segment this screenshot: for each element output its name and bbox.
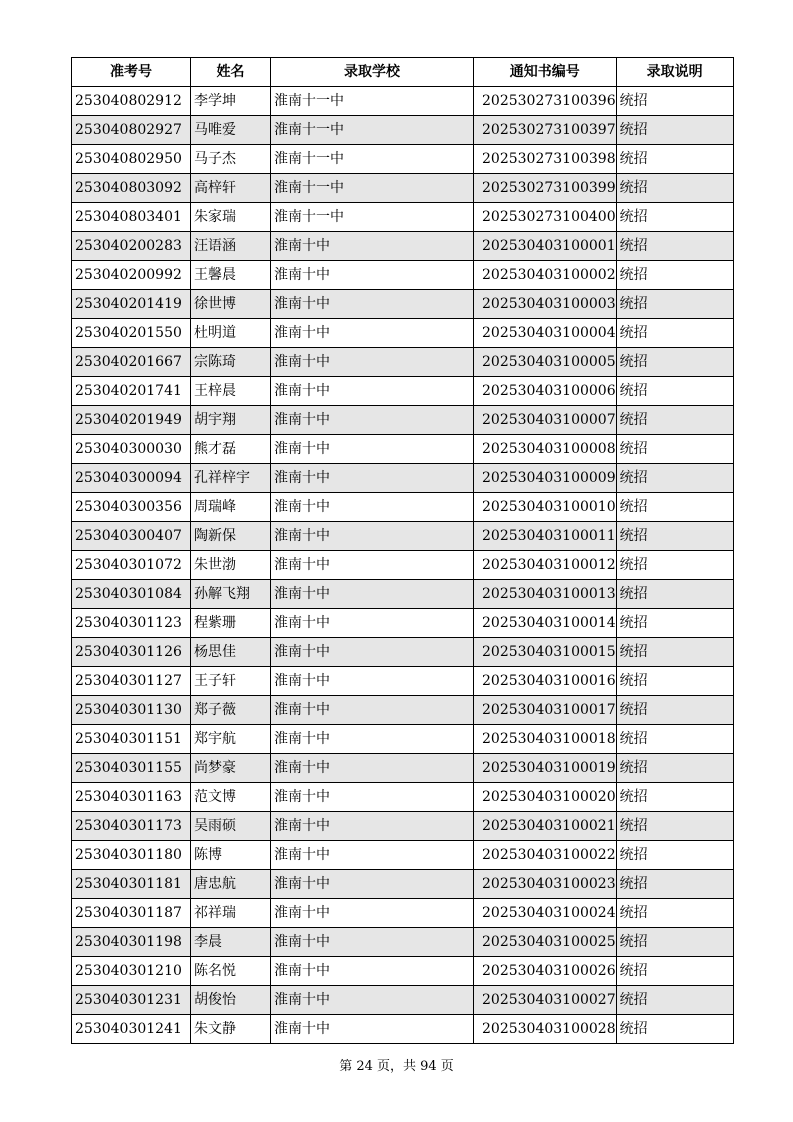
cell-exam-number: 253040802927	[72, 116, 191, 145]
table-row	[72, 667, 734, 696]
cell-school: 淮南十中	[271, 290, 474, 319]
cell-notice-number: 202530403100018	[474, 725, 617, 754]
cell-admission-note: 统招	[616, 812, 733, 841]
header-row	[72, 58, 734, 87]
cell-notice-number: 202530403100016	[474, 667, 617, 696]
cell-notice-number: 202530403100012	[474, 551, 617, 580]
cell-notice-number: 202530403100003	[474, 290, 617, 319]
table-row	[72, 1015, 734, 1044]
cell-exam-number: 253040301173	[72, 812, 191, 841]
cell-name: 王梓晨	[191, 377, 271, 406]
cell-admission-note: 统招	[616, 783, 733, 812]
table-row	[72, 493, 734, 522]
cell-name: 李晨	[191, 928, 271, 957]
cell-name: 祁祥瑞	[191, 899, 271, 928]
cell-school: 淮南十中	[271, 551, 474, 580]
cell-notice-number: 202530273100397	[474, 116, 617, 145]
header-name: 姓名	[191, 58, 271, 87]
cell-name: 马唯爱	[191, 116, 271, 145]
cell-school: 淮南十中	[271, 377, 474, 406]
table-row	[72, 812, 734, 841]
table-row	[72, 696, 734, 725]
header-exam-number: 准考号	[72, 58, 191, 87]
cell-name: 徐世博	[191, 290, 271, 319]
cell-notice-number: 202530403100023	[474, 870, 617, 899]
cell-school: 淮南十中	[271, 783, 474, 812]
cell-name: 郑子薇	[191, 696, 271, 725]
cell-notice-number: 202530403100022	[474, 841, 617, 870]
cell-name: 陶新保	[191, 522, 271, 551]
cell-admission-note: 统招	[616, 870, 733, 899]
table-row	[72, 232, 734, 261]
cell-admission-note: 统招	[616, 522, 733, 551]
table-body	[72, 87, 734, 1044]
cell-school: 淮南十中	[271, 667, 474, 696]
cell-school: 淮南十中	[271, 841, 474, 870]
cell-notice-number: 202530403100007	[474, 406, 617, 435]
cell-admission-note: 统招	[616, 957, 733, 986]
cell-notice-number: 202530403100024	[474, 899, 617, 928]
cell-admission-note: 统招	[616, 580, 733, 609]
cell-notice-number: 202530403100001	[474, 232, 617, 261]
cell-admission-note: 统招	[616, 203, 733, 232]
cell-exam-number: 253040301163	[72, 783, 191, 812]
cell-exam-number: 253040803401	[72, 203, 191, 232]
cell-name: 周瑞峰	[191, 493, 271, 522]
cell-exam-number: 253040300356	[72, 493, 191, 522]
cell-exam-number: 253040300407	[72, 522, 191, 551]
cell-name: 杜明道	[191, 319, 271, 348]
header-admission-note: 录取说明	[616, 58, 733, 87]
cell-school: 淮南十中	[271, 870, 474, 899]
cell-exam-number: 253040802912	[72, 87, 191, 116]
cell-school: 淮南十中	[271, 406, 474, 435]
table-row	[72, 841, 734, 870]
cell-notice-number: 202530403100019	[474, 754, 617, 783]
cell-exam-number: 253040201949	[72, 406, 191, 435]
cell-admission-note: 统招	[616, 406, 733, 435]
cell-name: 胡俊怡	[191, 986, 271, 1015]
cell-school: 淮南十中	[271, 754, 474, 783]
cell-admission-note: 统招	[616, 174, 733, 203]
page-footer: 第 24 页，共 94 页	[339, 1059, 454, 1074]
table-row	[72, 319, 734, 348]
cell-exam-number: 253040200992	[72, 261, 191, 290]
cell-exam-number: 253040201741	[72, 377, 191, 406]
cell-school: 淮南十中	[271, 580, 474, 609]
cell-name: 孔祥梓宇	[191, 464, 271, 493]
cell-exam-number: 253040300094	[72, 464, 191, 493]
cell-exam-number: 253040301084	[72, 580, 191, 609]
cell-notice-number: 202530403100028	[474, 1015, 617, 1044]
cell-exam-number: 253040201667	[72, 348, 191, 377]
cell-name: 高梓轩	[191, 174, 271, 203]
cell-name: 王馨晨	[191, 261, 271, 290]
cell-name: 汪语涵	[191, 232, 271, 261]
cell-exam-number: 253040301155	[72, 754, 191, 783]
cell-school: 淮南十中	[271, 957, 474, 986]
cell-notice-number: 202530403100002	[474, 261, 617, 290]
cell-notice-number: 202530403100011	[474, 522, 617, 551]
cell-name: 杨思佳	[191, 638, 271, 667]
cell-notice-number: 202530403100017	[474, 696, 617, 725]
cell-exam-number: 253040300030	[72, 435, 191, 464]
table-row	[72, 754, 734, 783]
table-row	[72, 638, 734, 667]
cell-school: 淮南十一中	[271, 87, 474, 116]
cell-admission-note: 统招	[616, 290, 733, 319]
cell-name: 王子轩	[191, 667, 271, 696]
table-row	[72, 261, 734, 290]
cell-school: 淮南十一中	[271, 116, 474, 145]
cell-name: 范文博	[191, 783, 271, 812]
cell-admission-note: 统招	[616, 928, 733, 957]
cell-notice-number: 202530403100015	[474, 638, 617, 667]
cell-name: 陈名悦	[191, 957, 271, 986]
cell-admission-note: 统招	[616, 319, 733, 348]
cell-school: 淮南十中	[271, 696, 474, 725]
cell-admission-note: 统招	[616, 232, 733, 261]
table-row	[72, 551, 734, 580]
cell-notice-number: 202530403100026	[474, 957, 617, 986]
cell-admission-note: 统招	[616, 464, 733, 493]
cell-school: 淮南十中	[271, 435, 474, 464]
cell-notice-number: 202530403100021	[474, 812, 617, 841]
table-row	[72, 203, 734, 232]
cell-school: 淮南十中	[271, 1015, 474, 1044]
cell-school: 淮南十中	[271, 319, 474, 348]
cell-exam-number: 253040301127	[72, 667, 191, 696]
cell-admission-note: 统招	[616, 116, 733, 145]
cell-notice-number: 202530403100004	[474, 319, 617, 348]
cell-exam-number: 253040301151	[72, 725, 191, 754]
cell-admission-note: 统招	[616, 493, 733, 522]
cell-school: 淮南十中	[271, 928, 474, 957]
cell-exam-number: 253040301231	[72, 986, 191, 1015]
cell-exam-number: 253040201550	[72, 319, 191, 348]
cell-name: 郑宇航	[191, 725, 271, 754]
cell-notice-number: 202530403100010	[474, 493, 617, 522]
table-row	[72, 928, 734, 957]
cell-admission-note: 统招	[616, 87, 733, 116]
cell-notice-number: 202530403100009	[474, 464, 617, 493]
cell-name: 吴雨硕	[191, 812, 271, 841]
table-row	[72, 899, 734, 928]
cell-name: 李学坤	[191, 87, 271, 116]
cell-exam-number: 253040301210	[72, 957, 191, 986]
cell-name: 宗陈琦	[191, 348, 271, 377]
cell-name: 胡宇翔	[191, 406, 271, 435]
cell-admission-note: 统招	[616, 435, 733, 464]
cell-exam-number: 253040301072	[72, 551, 191, 580]
cell-admission-note: 统招	[616, 696, 733, 725]
cell-admission-note: 统招	[616, 667, 733, 696]
table-row	[72, 957, 734, 986]
cell-exam-number: 253040201419	[72, 290, 191, 319]
cell-admission-note: 统招	[616, 754, 733, 783]
cell-name: 朱文静	[191, 1015, 271, 1044]
cell-notice-number: 202530403100027	[474, 986, 617, 1015]
cell-admission-note: 统招	[616, 986, 733, 1015]
cell-notice-number: 202530403100013	[474, 580, 617, 609]
cell-admission-note: 统招	[616, 841, 733, 870]
table-row	[72, 116, 734, 145]
cell-admission-note: 统招	[616, 1015, 733, 1044]
cell-exam-number: 253040802950	[72, 145, 191, 174]
cell-exam-number: 253040301187	[72, 899, 191, 928]
cell-exam-number: 253040301180	[72, 841, 191, 870]
table-row	[72, 406, 734, 435]
cell-school: 淮南十一中	[271, 203, 474, 232]
cell-school: 淮南十中	[271, 232, 474, 261]
cell-name: 尚梦豪	[191, 754, 271, 783]
cell-school: 淮南十中	[271, 638, 474, 667]
cell-exam-number: 253040301181	[72, 870, 191, 899]
table-row	[72, 986, 734, 1015]
table-row	[72, 464, 734, 493]
cell-exam-number: 253040301241	[72, 1015, 191, 1044]
cell-notice-number: 202530403100014	[474, 609, 617, 638]
admission-table	[71, 57, 734, 1044]
cell-admission-note: 统招	[616, 348, 733, 377]
cell-name: 马子杰	[191, 145, 271, 174]
table-row	[72, 87, 734, 116]
cell-name: 程紫珊	[191, 609, 271, 638]
table-row	[72, 725, 734, 754]
table-row	[72, 435, 734, 464]
cell-school: 淮南十中	[271, 899, 474, 928]
table-row	[72, 783, 734, 812]
cell-exam-number: 253040803092	[72, 174, 191, 203]
table-row	[72, 145, 734, 174]
table-row	[72, 377, 734, 406]
cell-school: 淮南十中	[271, 493, 474, 522]
cell-name: 熊才磊	[191, 435, 271, 464]
cell-notice-number: 202530403100005	[474, 348, 617, 377]
cell-name: 孙解飞翔	[191, 580, 271, 609]
cell-exam-number: 253040301130	[72, 696, 191, 725]
cell-notice-number: 202530403100006	[474, 377, 617, 406]
table-row	[72, 580, 734, 609]
cell-exam-number: 253040301126	[72, 638, 191, 667]
cell-school: 淮南十中	[271, 812, 474, 841]
cell-admission-note: 统招	[616, 609, 733, 638]
table-row	[72, 870, 734, 899]
cell-notice-number: 202530403100020	[474, 783, 617, 812]
cell-school: 淮南十中	[271, 725, 474, 754]
header-notice-number: 通知书编号	[474, 58, 617, 87]
cell-admission-note: 统招	[616, 551, 733, 580]
cell-name: 唐忠航	[191, 870, 271, 899]
cell-school: 淮南十中	[271, 609, 474, 638]
table-row	[72, 290, 734, 319]
cell-name: 朱世渤	[191, 551, 271, 580]
cell-notice-number: 202530273100400	[474, 203, 617, 232]
cell-notice-number: 202530403100025	[474, 928, 617, 957]
cell-admission-note: 统招	[616, 899, 733, 928]
table-row	[72, 522, 734, 551]
cell-school: 淮南十中	[271, 986, 474, 1015]
cell-school: 淮南十中	[271, 261, 474, 290]
cell-admission-note: 统招	[616, 377, 733, 406]
cell-notice-number: 202530273100399	[474, 174, 617, 203]
cell-notice-number: 202530273100396	[474, 87, 617, 116]
cell-school: 淮南十一中	[271, 145, 474, 174]
cell-name: 朱家瑞	[191, 203, 271, 232]
cell-notice-number: 202530273100398	[474, 145, 617, 174]
cell-admission-note: 统招	[616, 261, 733, 290]
cell-exam-number: 253040301198	[72, 928, 191, 957]
table-row	[72, 348, 734, 377]
cell-name: 陈博	[191, 841, 271, 870]
cell-school: 淮南十一中	[271, 174, 474, 203]
cell-admission-note: 统招	[616, 145, 733, 174]
cell-admission-note: 统招	[616, 725, 733, 754]
table-row	[72, 609, 734, 638]
cell-admission-note: 统招	[616, 638, 733, 667]
cell-notice-number: 202530403100008	[474, 435, 617, 464]
cell-exam-number: 253040200283	[72, 232, 191, 261]
cell-school: 淮南十中	[271, 348, 474, 377]
cell-exam-number: 253040301123	[72, 609, 191, 638]
header-school: 录取学校	[271, 58, 474, 87]
cell-school: 淮南十中	[271, 464, 474, 493]
cell-school: 淮南十中	[271, 522, 474, 551]
table-row	[72, 174, 734, 203]
